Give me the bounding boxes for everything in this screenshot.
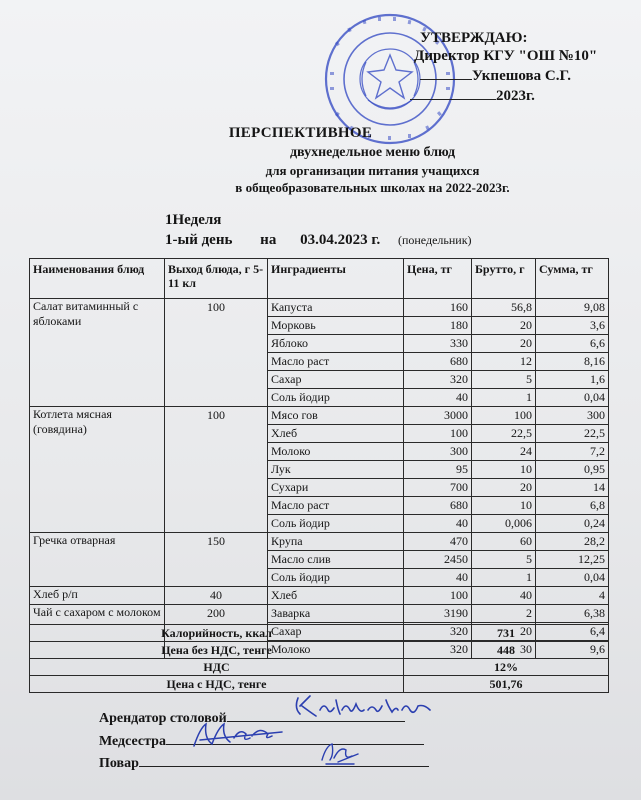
ingredient-name: Масло раст [268,353,404,371]
ingredient-sum: 0,95 [536,461,609,479]
ingredient-gross: 100 [472,407,536,425]
ingredient-price: 470 [404,533,472,551]
ingredient-sum: 6,8 [536,497,609,515]
ingredient-price: 95 [404,461,472,479]
approval-heading: УТВЕРЖДАЮ: [420,30,528,46]
totals-label: Цена без НДС, тенге [30,642,404,659]
col-header: Выход блюда, г 5-11 кл [165,259,268,299]
col-header: Наименования блюд [30,259,165,299]
ingredient-gross: 10 [472,461,536,479]
week-label: 1Неделя [165,212,222,228]
ingredient-sum: 0,04 [536,389,609,407]
table-row [30,587,609,605]
ingredient-gross: 5 [472,551,536,569]
ingredient-price: 700 [404,479,472,497]
ingredient-gross: 60 [472,533,536,551]
totals-row [30,625,609,642]
ingredient-sum: 3,6 [536,317,609,335]
ingredient-price: 100 [404,587,472,605]
ingredient-price: 3000 [404,407,472,425]
doc-subtitle-2: для организации питания учащихся [265,163,480,178]
dish-output: 150 [165,533,268,587]
ingredient-name: Масло раст [268,497,404,515]
ingredient-gross: 22,5 [472,425,536,443]
ingredient-sum: 6,4 [536,623,609,641]
ingredient-name: Хлеб [268,425,404,443]
approval-year: 2023г. [496,88,535,104]
day-na: на [260,232,277,248]
totals-label: Цена с НДС, тенге [30,676,404,693]
ingredient-gross: 24 [472,443,536,461]
ingredient-gross: 20 [472,317,536,335]
day-line [165,232,472,249]
totals-value: 731 [404,625,609,642]
ingredient-name: Сахар [268,371,404,389]
day-weekday: (понедельник) [397,233,472,247]
ingredient-name: Заварка [268,605,404,623]
doc-subtitle-3: в общеобразовательных школах на 2022-2023г. [235,180,510,195]
col-header: Цена, тг [404,259,472,299]
ingredient-name: Сухари [268,479,404,497]
col-header: Брутто, г [472,259,536,299]
totals-value: 501,76 [404,676,609,693]
ingredient-price: 40 [404,389,472,407]
approval-position: Директор КГУ "ОШ №10" [414,48,598,64]
ingredient-gross: 1 [472,569,536,587]
table-row [30,299,609,317]
dish-name: Котлета мясная (говядина) [30,407,165,533]
ingredient-sum: 300 [536,407,609,425]
doc-title: ПЕРСПЕКТИВНОЕ [228,125,373,141]
handwritten-tenant-signature [290,692,440,722]
ingredient-name: Морковь [268,317,404,335]
ingredient-name: Соль йодир [268,389,404,407]
ingredient-name: Масло слив [268,551,404,569]
ingredient-name: Хлеб [268,587,404,605]
handwritten-cook-signature [318,740,366,766]
ingredient-name: Молоко [268,641,404,659]
totals-value: 448 [404,642,609,659]
ingredient-price: 300 [404,443,472,461]
ingredient-name: Капуста [268,299,404,317]
ingredient-price: 320 [404,623,472,641]
ingredient-sum: 9,6 [536,641,609,659]
signature-tenant-label: Арендатор столовой [99,711,227,726]
dish-name: Гречка отварная [30,533,165,587]
ingredient-name: Крупа [268,533,404,551]
doc-subtitle-1: двухнедельное меню блюд [289,145,456,160]
ingredient-price: 40 [404,515,472,533]
ingredient-name: Сахар [268,623,404,641]
ingredient-name: Молоко [268,443,404,461]
ingredient-sum: 22,5 [536,425,609,443]
ingredient-price: 320 [404,641,472,659]
table-row [30,605,609,623]
ingredient-sum: 0,04 [536,569,609,587]
table-header-row [30,259,609,299]
ingredient-price: 680 [404,353,472,371]
approval-signature-line [420,65,590,86]
ingredient-name: Мясо гов [268,407,404,425]
ingredient-name: Соль йодир [268,515,404,533]
ingredient-price: 680 [404,497,472,515]
ingredient-sum: 14 [536,479,609,497]
ingredient-price: 160 [404,299,472,317]
approval-name: Укпешова С.Г. [472,68,572,84]
col-header: Сумма, тг [536,259,609,299]
ingredient-price: 40 [404,569,472,587]
ingredient-price: 180 [404,317,472,335]
day-label: 1-ый день [165,232,233,248]
ingredient-name: Соль йодир [268,569,404,587]
totals-label: НДС [30,659,404,676]
ingredient-sum: 0,24 [536,515,609,533]
dish-name: Чай с сахаром с молоком [30,605,165,659]
ingredient-sum: 8,16 [536,353,609,371]
ingredient-price: 2450 [404,551,472,569]
signature-cook-label: Повар [99,756,139,771]
dish-output: 100 [165,407,268,533]
dish-name: Хлеб р/п [30,587,165,605]
dish-output: 40 [165,587,268,605]
ingredient-gross: 20 [472,623,536,641]
signature-nurse-label: Медсестра [99,734,166,749]
ingredient-price: 330 [404,335,472,353]
totals-value: 12% [404,659,609,676]
ingredient-gross: 20 [472,479,536,497]
totals-row [30,659,609,676]
col-header: Инградиенты [268,259,404,299]
ingredient-gross: 30 [472,641,536,659]
ingredient-gross: 20 [472,335,536,353]
day-date: 03.04.2023 г. [300,232,381,248]
ingredient-sum: 9,08 [536,299,609,317]
ingredient-sum: 4 [536,587,609,605]
totals-table [29,624,609,693]
ingredient-gross: 40 [472,587,536,605]
dish-output: 200 [165,605,268,659]
handwritten-nurse-signature [190,720,290,750]
ingredient-name: Лук [268,461,404,479]
table-row [30,407,609,425]
totals-label: Калорийность, ккал [30,625,404,642]
ingredient-sum: 7,2 [536,443,609,461]
totals-row [30,642,609,659]
ingredient-gross: 2 [472,605,536,623]
dish-name: Салат витаминный с яблоками [30,299,165,407]
dish-output: 100 [165,299,268,407]
ingredient-sum: 12,25 [536,551,609,569]
ingredient-sum: 6,38 [536,605,609,623]
ingredient-price: 3190 [404,605,472,623]
approval-date-line [410,85,535,106]
ingredient-gross: 12 [472,353,536,371]
ingredient-price: 320 [404,371,472,389]
ingredient-gross: 0,006 [472,515,536,533]
menu-table [29,258,609,659]
ingredient-name: Яблоко [268,335,404,353]
totals-row [30,676,609,693]
ingredient-gross: 56,8 [472,299,536,317]
ingredient-sum: 1,6 [536,371,609,389]
ingredient-sum: 6,6 [536,335,609,353]
signature-cook [99,752,429,772]
ingredient-gross: 5 [472,371,536,389]
table-row [30,533,609,551]
ingredient-gross: 10 [472,497,536,515]
ingredient-gross: 1 [472,389,536,407]
ingredient-sum: 28,2 [536,533,609,551]
ingredient-price: 100 [404,425,472,443]
